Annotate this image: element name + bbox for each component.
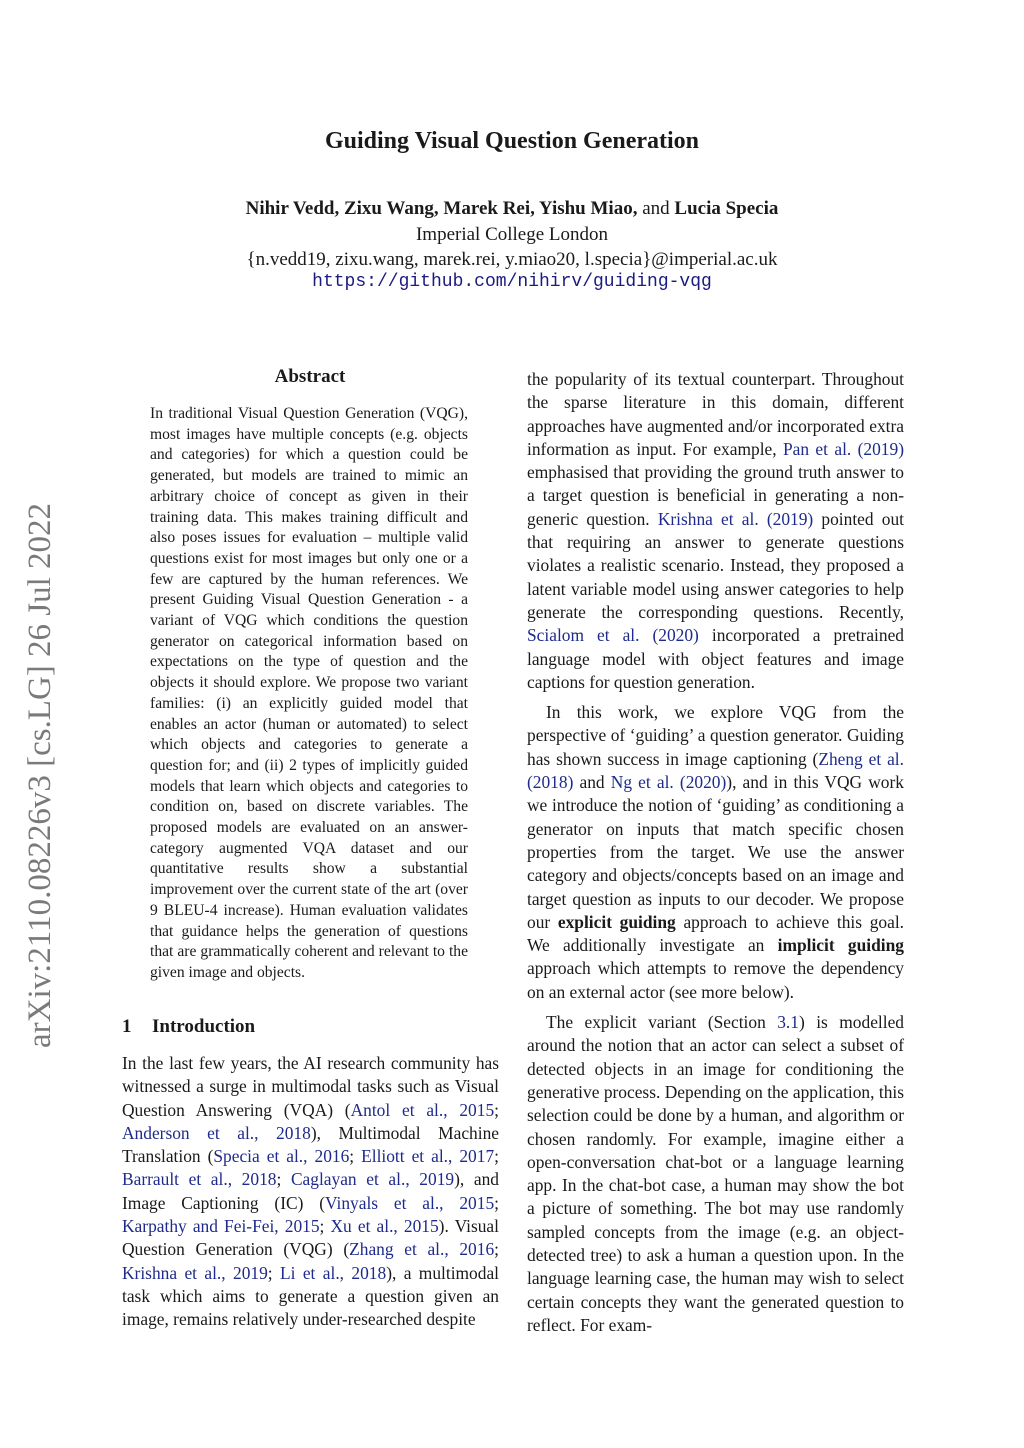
text-run: emphasised that providing the ground truth answer to a target question is beneficial in generating a non-generic question.: [527, 462, 904, 529]
text-run: ;: [319, 1216, 331, 1237]
author-conjunction: and: [642, 198, 670, 219]
citation-link[interactable]: Li et al., 2018: [280, 1262, 387, 1283]
text-run: In the last few years, the AI research community has witnessed a surge in multimodal tasks such as Visual Question Answering (VQA) (: [122, 1053, 499, 1120]
arxiv-stamp: arXiv:2110.08226v3 [cs.LG] 26 Jul 2022: [22, 502, 58, 1048]
citation-link[interactable]: Xu et al., 2015: [330, 1216, 439, 1237]
section-link[interactable]: 3.1: [777, 1012, 799, 1033]
intro-paragraph-1: [122, 1052, 499, 1332]
citation-link[interactable]: Specia et al., 2016: [213, 1146, 350, 1167]
author-names: Nihir Vedd, Zixu Wang, Marek Rei, Yishu Miao,: [245, 198, 638, 219]
bold-term: implicit guiding: [777, 935, 904, 956]
text-run: The explicit variant (Section: [546, 1012, 778, 1033]
text-run: ;: [267, 1262, 280, 1283]
citation-link[interactable]: Karpathy and Fei-Fei, 2015: [122, 1216, 320, 1237]
text-run: ). Visual Question Generation (VQG) (: [122, 1216, 499, 1260]
citation-link[interactable]: Antol et al., 2015: [350, 1099, 495, 1120]
text-run: ;: [494, 1239, 499, 1260]
paragraph-continued: [527, 368, 904, 694]
text-run: ;: [494, 1146, 499, 1167]
text-run: ;: [494, 1192, 499, 1213]
author-list: [0, 198, 1024, 220]
text-run: incorporated a pretrained language model with object features and image captions for question generation.: [527, 625, 904, 692]
citation-link[interactable]: Krishna et al. (2019): [657, 508, 814, 529]
text-run: In this work, we explore VQG from the perspective of ‘guiding’ a question generator. Guiding has shown success in image captioning (: [527, 702, 904, 769]
citation-link[interactable]: Zheng et al. (2018): [527, 748, 904, 793]
institution: Imperial College London: [415, 224, 609, 245]
text-run: the popularity of its textual counterpart. Throughout the sparse literature in this domain, different approaches have augmented and/or incorporated extra information as input. For example,: [527, 369, 904, 459]
citation-link[interactable]: Caglayan et al., 2019: [290, 1169, 455, 1190]
text-run: approach which attempts to remove the dependency on an external actor (see more below).: [527, 958, 904, 1002]
citation-link[interactable]: Krishna et al., 2019: [122, 1262, 268, 1283]
bold-term: explicit guiding: [557, 911, 676, 932]
paragraph-explicit-variant: [527, 1011, 904, 1337]
section-title: Introduction: [152, 1016, 256, 1037]
abstract-body: In traditional Visual Question Generation (VQG), most images have multiple concepts (e.g. objects and categories) for which a question could be generated, but models are trained to mimic an arbitrary choice of concept as given in their training data. This makes training difficult and also poses issues for evaluation – multiple valid questions exist for most images but only one or a few are captured by the human references. We present Guiding Visual Question Generation - a variant of VQG which conditions the question generator on categorical information based on expectations on the type of question and the objects it should explore. We propose two variant families: (i) an explicitly guided model that enables an actor (human or automated) to select which objects and categories to generate a question for; and (ii) 2 types of implicitly guided models that learn which objects and categories to condition on, based on discrete variables. The proposed models are evaluated on an answer-category augmented VQA dataset and our quantitative results show a substantial improvement over the current state of the art (over 9 BLEU-4 increase). Human evaluation validates that guidance helps the generation of questions that are grammatically coherent and relevant to the given image and objects.: [150, 405, 468, 981]
right-column: [527, 368, 904, 1337]
text-run: ), Multimodal Machine Translation (: [122, 1122, 499, 1167]
text-run: ;: [349, 1146, 362, 1167]
citation-link[interactable]: Pan et al. (2019): [782, 438, 904, 459]
code-url-link[interactable]: https://github.com/nihirv/guiding-vqg: [312, 272, 712, 292]
text-run: approach to achieve this goal. We additionally investigate an: [527, 911, 904, 956]
text-run: ;: [494, 1099, 499, 1120]
citation-link[interactable]: Zhang et al., 2016: [349, 1239, 495, 1260]
citation-link[interactable]: Anderson et al., 2018: [122, 1122, 311, 1143]
citation-link[interactable]: Ng et al. (2020): [610, 772, 727, 793]
paragraph-guiding: [527, 701, 904, 1004]
citation-link[interactable]: Elliott et al., 2017: [361, 1146, 495, 1167]
text-run: ) is modelled around the notion that an actor can select a subset of detected objects in an image for conditioning the generative process. Depending on the application, this selection could be done by a human, and algorithm or chosen randomly. For example, imagine either a open-conversation chat-bot or a language learning app. In the chat-bot case, a human may show the bot a picture of something. The bot may use randomly sampled concepts from the image (e.g. an object-detected tree) to ask a human a question upon. In the language learning case, the human may wish to select certain concepts they want the generated question to reflect. For exam-: [527, 1012, 904, 1335]
text-run: ), and Image Captioning (IC) (: [122, 1169, 499, 1213]
paper-title: Guiding Visual Question Generation: [324, 128, 700, 154]
text-run: ), and in this VQG work we introduce the notion of ‘guiding’ as conditioning a generator on inputs that match specific chosen properties from the target. We use the answer category and objects/concepts based on an image and target question as inputs to our decoder. We propose our: [527, 772, 904, 932]
author-emails: {n.vedd19, zixu.wang, marek.rei, y.miao20, l.specia}@imperial.ac.uk: [246, 249, 778, 270]
text-run: and: [573, 772, 611, 793]
section-number: 1: [122, 1016, 132, 1037]
citation-link[interactable]: Scialom et al. (2020): [527, 625, 699, 646]
citation-link[interactable]: Vinyals et al., 2015: [325, 1192, 495, 1213]
text-run: ;: [276, 1169, 291, 1190]
author-last: Lucia Specia: [674, 198, 779, 219]
text-run: pointed out that requiring an answer to generate questions violates a realistic scenario. Instead, they proposed a latent variable model using answer categories to help generate the corresponding questions. Recently,: [527, 508, 904, 622]
abstract-heading: Abstract: [274, 366, 346, 387]
citation-link[interactable]: Barrault et al., 2018: [122, 1169, 277, 1190]
text-run: ), a multimodal task which aims to generate a question given an image, remains relatively under-researched despite: [122, 1262, 499, 1330]
section-heading-introduction: [122, 1016, 255, 1038]
